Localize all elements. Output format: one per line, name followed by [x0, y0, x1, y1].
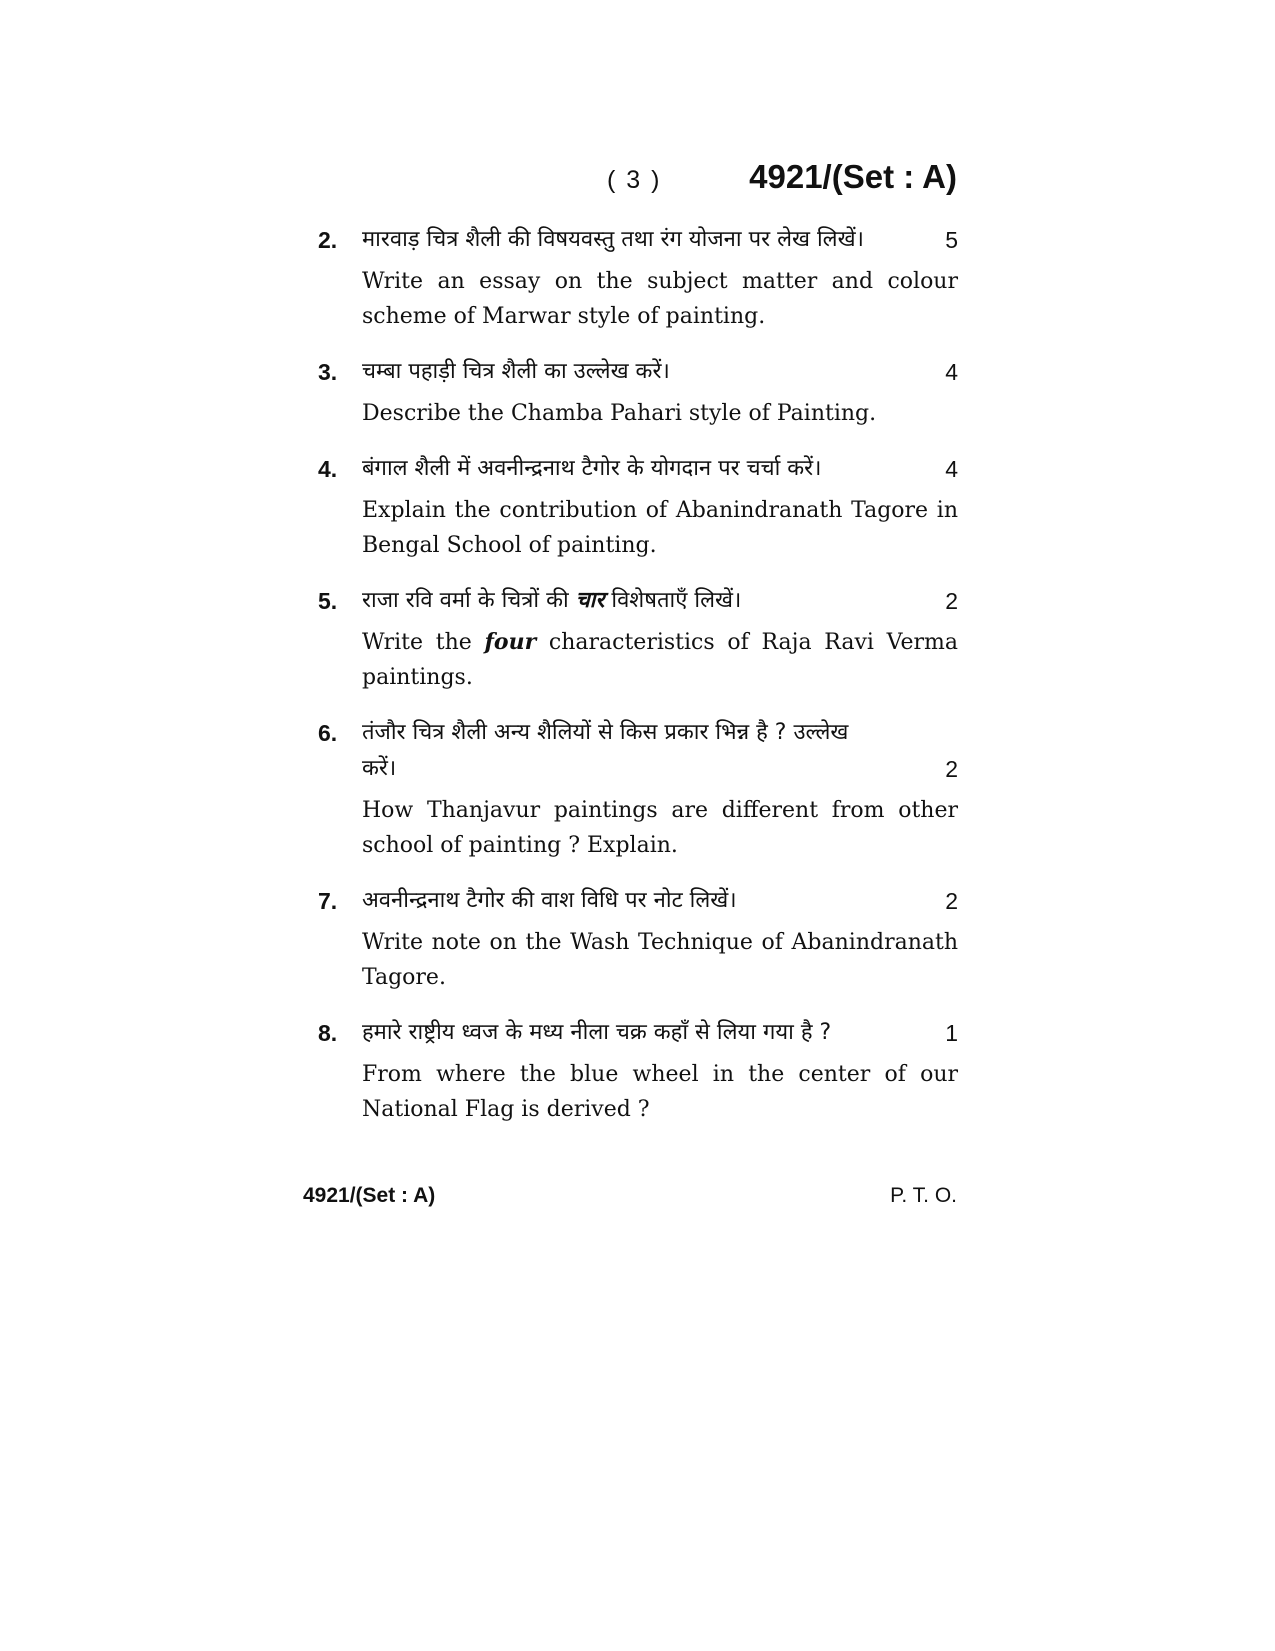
question-marks: 2	[945, 588, 958, 614]
question-3	[318, 354, 958, 431]
question-hindi-text: अवनीन्द्रनाथ टैगोर की वाश विधि पर नोट लिखें।	[362, 888, 737, 913]
question-number: 8.	[318, 1020, 338, 1046]
question-number: 4.	[318, 456, 338, 482]
question-6	[318, 715, 958, 863]
question-number: 6.	[318, 720, 338, 746]
question-marks: 4	[945, 456, 958, 482]
paper-code-footer: 4921/(Set : A)	[303, 1184, 436, 1207]
question-list	[318, 222, 958, 1147]
question-marks: 1	[945, 1020, 958, 1046]
question-number: 7.	[318, 888, 338, 914]
question-number: 2.	[318, 227, 338, 253]
english-text-after: characteristics of Raja Ravi Verma paintings.	[362, 630, 958, 690]
paper-code-header: 4921/(Set : A)	[749, 158, 957, 195]
question-hindi-text: हमारे राष्ट्रीय ध्वज के मध्य नीला चक्र कहाँ से लिया गया है ?	[362, 1020, 832, 1045]
question-4	[318, 451, 958, 563]
question-english-text: Write an essay on the subject matter and colour scheme of Marwar style of painting.	[362, 269, 958, 329]
question-hindi-text: मारवाड़ चित्र शैली की विषयवस्तु तथा रंग योजना पर लेख लिखें।	[362, 227, 864, 252]
question-number: 5.	[318, 588, 338, 614]
question-marks: 2	[945, 888, 958, 914]
question-hindi-text	[362, 583, 935, 619]
hindi-text-after: विशेषताएँ लिखें।	[611, 588, 742, 613]
question-english-text	[362, 625, 958, 695]
hindi-emphasis: चार	[575, 588, 605, 613]
question-marks: 2	[945, 756, 958, 782]
question-number: 3.	[318, 359, 338, 385]
english-text-before: Write the	[362, 630, 472, 655]
question-8	[318, 1015, 958, 1127]
page-number: ( 3 )	[607, 166, 662, 194]
hindi-text-before: राजा रवि वर्मा के चित्रों की	[362, 588, 569, 613]
question-marks: 4	[945, 359, 958, 385]
question-english-text: Write note on the Wash Technique of Abanindranath Tagore.	[362, 930, 958, 990]
question-2	[318, 222, 958, 334]
hindi-line-1: तंजौर चित्र शैली अन्य शैलियों से किस प्रकार भिन्न है ? उल्लेख	[362, 720, 849, 745]
question-english-text: Describe the Chamba Pahari style of Painting.	[362, 401, 877, 426]
hindi-line-2: करें।	[362, 756, 397, 781]
question-hindi-text: चम्बा पहाड़ी चित्र शैली का उल्लेख करें।	[362, 359, 670, 384]
question-hindi-text	[362, 715, 958, 787]
question-english-text: How Thanjavur paintings are different from other school of painting ? Explain.	[362, 798, 958, 858]
question-english-text: Explain the contribution of Abanindranath Tagore in Bengal School of painting.	[362, 498, 958, 558]
pto-label: P. T. O.	[890, 1184, 957, 1207]
question-hindi-text: बंगाल शैली में अवनीन्द्रनाथ टैगोर के योगदान पर चर्चा करें।	[362, 456, 822, 481]
question-english-text: From where the blue wheel in the center of our National Flag is derived ?	[362, 1062, 958, 1122]
question-7	[318, 883, 958, 995]
question-marks: 5	[945, 227, 958, 253]
english-emphasis: four	[484, 629, 537, 655]
question-5	[318, 583, 958, 695]
